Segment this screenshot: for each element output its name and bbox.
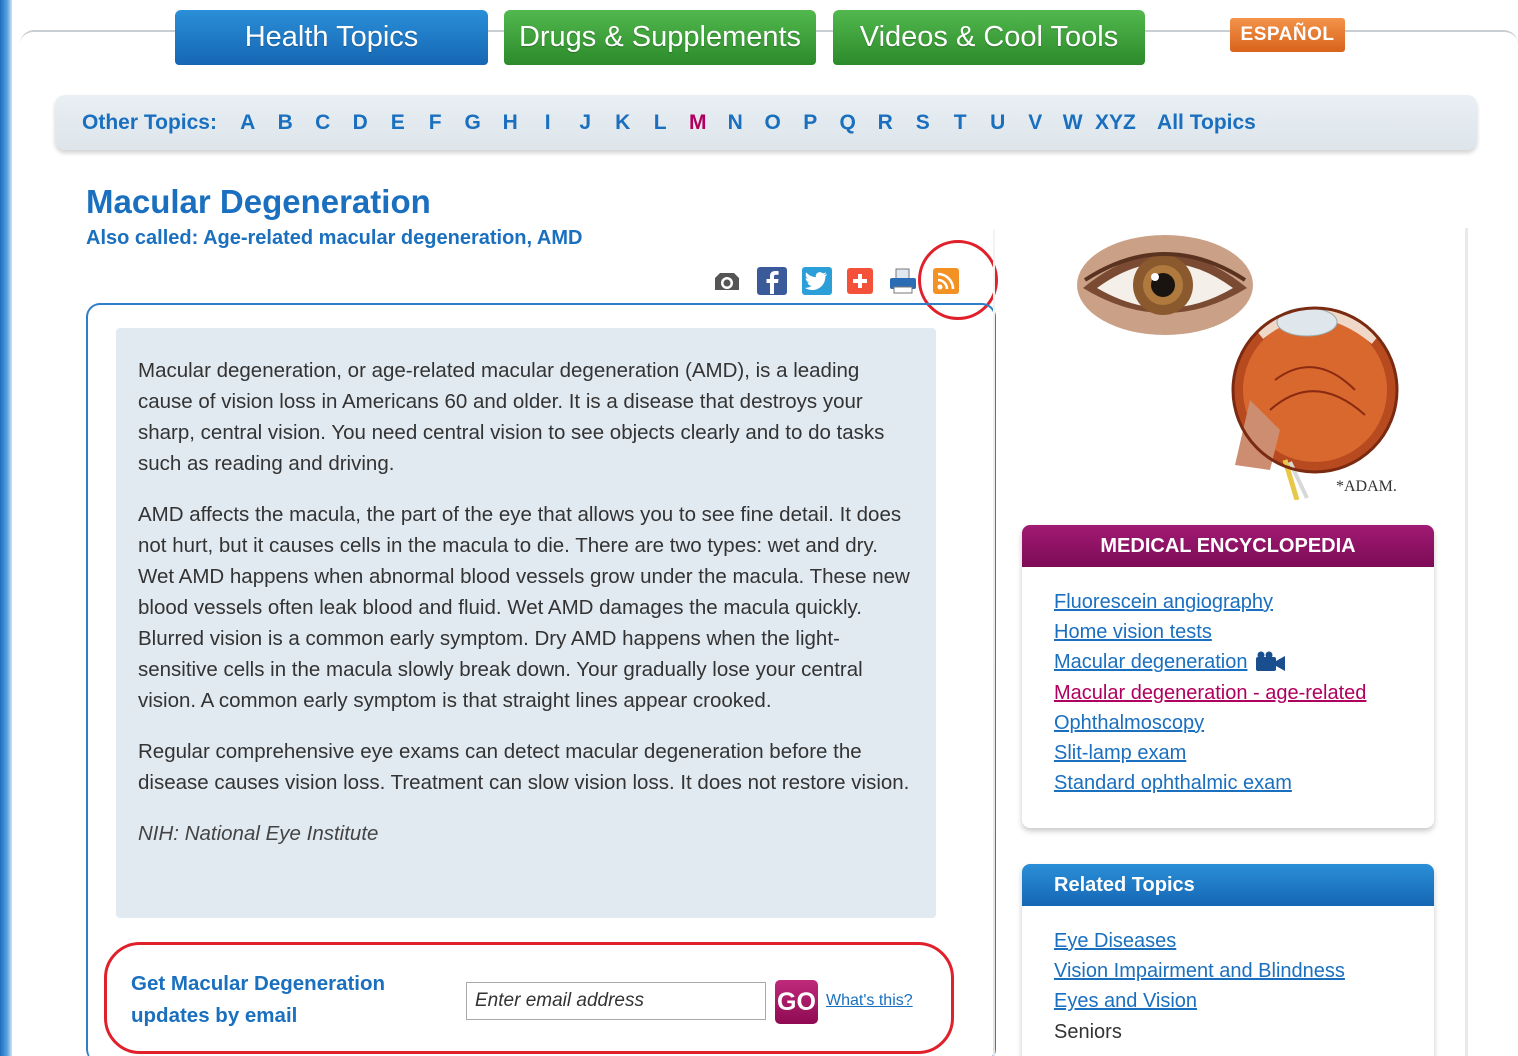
encyclopedia-link[interactable]: Slit-lamp exam	[1054, 742, 1187, 765]
alphabet-link-t[interactable]: T	[953, 110, 967, 134]
alphabet-link-r[interactable]: R	[877, 110, 893, 134]
encyclopedia-header: MEDICAL ENCYCLOPEDIA	[1022, 525, 1434, 567]
other-topics-label: Other Topics:	[82, 110, 217, 134]
encyclopedia-link[interactable]: Fluorescein angiography	[1054, 591, 1274, 613]
adam-logo: *ADAM.	[1336, 478, 1397, 495]
alphabet-link-e[interactable]: E	[390, 110, 405, 134]
alphabet-link-j[interactable]: J	[579, 110, 592, 134]
video-camera-icon	[1255, 651, 1287, 678]
tab-videos-cool-tools[interactable]: Videos & Cool Tools	[833, 10, 1145, 65]
related-topics-panel	[1022, 864, 1434, 1056]
related-topics-links	[1022, 906, 1434, 1047]
alphabet-link-i[interactable]: I	[544, 110, 551, 134]
left-edge-bar	[0, 0, 12, 1056]
alphabet-link-xyz[interactable]: XYZ	[1095, 110, 1136, 134]
alphabet-link-g[interactable]: G	[464, 110, 481, 134]
twitter-icon[interactable]	[802, 267, 832, 295]
summary-paragraph-2: AMD affects the macula, the part of the eye that allows you to see fine detail. It does not hurt, but it causes cells in the macula to die. There are two types: wet and dry. Wet AMD happens when abnormal blood vessels grow under the macula. These new blood vessels often leak blood and fluid. Wet AMD damages the macula quickly. Blurred vision is a common early symptom. Dry AMD happens when the light-sensitive cells in the macula slowly break down. Your gradually lose your central vision. A common early symptom is that straight lines appear crooked.	[138, 503, 910, 712]
related-topic-link[interactable]: Seniors	[1054, 1020, 1122, 1043]
encyclopedia-link[interactable]: Standard ophthalmic exam	[1054, 772, 1292, 795]
encyclopedia-item	[1054, 617, 1434, 647]
alphabet-link-d[interactable]: D	[352, 110, 368, 134]
alphabet-link-l[interactable]: L	[653, 110, 667, 134]
encyclopedia-item	[1054, 587, 1434, 617]
summary-box	[116, 328, 936, 918]
alphabet-bar	[55, 95, 1477, 150]
encyclopedia-link[interactable]: Macular degeneration - age-related	[1054, 681, 1367, 704]
alphabet-links	[229, 111, 1262, 135]
whats-this-link[interactable]: What's this?	[826, 992, 913, 1009]
encyclopedia-link[interactable]: Home vision tests	[1054, 621, 1212, 644]
print-icon[interactable]	[888, 267, 918, 295]
related-topic-link[interactable]: Eye Diseases	[1054, 930, 1177, 952]
encyclopedia-item	[1054, 708, 1434, 738]
alphabet-link-a[interactable]: A	[240, 110, 256, 134]
alphabet-link-v[interactable]: V	[1028, 110, 1043, 134]
espanol-button[interactable]: ESPAÑOL	[1230, 18, 1345, 52]
medical-encyclopedia-panel	[1022, 525, 1434, 828]
encyclopedia-item	[1054, 738, 1434, 768]
column-divider	[993, 230, 995, 1056]
addthis-icon[interactable]	[847, 268, 873, 294]
alphabet-link-q[interactable]: Q	[839, 110, 856, 134]
alphabet-link-b[interactable]: B	[277, 110, 293, 134]
encyclopedia-item	[1054, 647, 1434, 677]
encyclopedia-item	[1054, 678, 1434, 708]
related-topic-link[interactable]: Vision Impairment and Blindness	[1054, 960, 1345, 983]
right-edge	[1465, 228, 1468, 1056]
tab-health-topics[interactable]: Health Topics	[175, 10, 488, 65]
encyclopedia-item	[1054, 768, 1434, 798]
encyclopedia-link[interactable]: Macular degeneration	[1054, 651, 1248, 674]
alphabet-link-s[interactable]: S	[915, 110, 930, 134]
alphabet-link-m[interactable]: M	[688, 110, 707, 134]
email-input[interactable]	[466, 982, 766, 1020]
related-topics-header: Related Topics	[1022, 864, 1434, 906]
alphabet-link-f[interactable]: F	[428, 110, 442, 134]
go-button[interactable]: GO	[775, 980, 818, 1024]
encyclopedia-link[interactable]: Ophthalmoscopy	[1054, 711, 1205, 734]
alphabet-link-o[interactable]: O	[764, 110, 781, 134]
alphabet-link-h[interactable]: H	[502, 110, 518, 134]
alphabet-link-n[interactable]: N	[727, 110, 743, 134]
tab-drugs-supplements[interactable]: Drugs & Supplements	[504, 10, 816, 65]
alphabet-link-all-topics[interactable]: All Topics	[1157, 110, 1256, 134]
summary-paragraph-1: Macular degeneration, or age-related macular degeneration (AMD), is a leading cause of vision loss in Americans 60 and older. It is a disease that destroys your sharp, central vision. You need central vision to see objects clearly and to do tasks such as reading and driving.	[138, 359, 885, 475]
page-title: Macular Degeneration	[86, 183, 431, 220]
alphabet-link-u[interactable]: U	[990, 110, 1006, 134]
alphabet-link-w[interactable]: W	[1062, 110, 1083, 134]
email-signup-label: Get Macular Degeneration updates by email	[131, 972, 386, 1027]
facebook-icon[interactable]	[757, 267, 787, 295]
alphabet-link-p[interactable]: P	[803, 110, 818, 134]
encyclopedia-links	[1022, 567, 1434, 798]
eye-illustration	[1075, 230, 1420, 500]
also-called: Also called: Age-related macular degeneration, AMD	[86, 227, 583, 249]
alphabet-link-c[interactable]: C	[315, 110, 331, 134]
summary-paragraph-3: Regular comprehensive eye exams can detect macular degeneration before the disease causes vision loss. Treatment can slow vision loss. It does not restore vision.	[138, 740, 910, 794]
related-topic-link[interactable]: Eyes and Vision	[1054, 990, 1198, 1013]
summary-source: NIH: National Eye Institute	[138, 822, 379, 845]
email-icon[interactable]	[712, 267, 742, 295]
alphabet-link-k[interactable]: K	[615, 110, 631, 134]
